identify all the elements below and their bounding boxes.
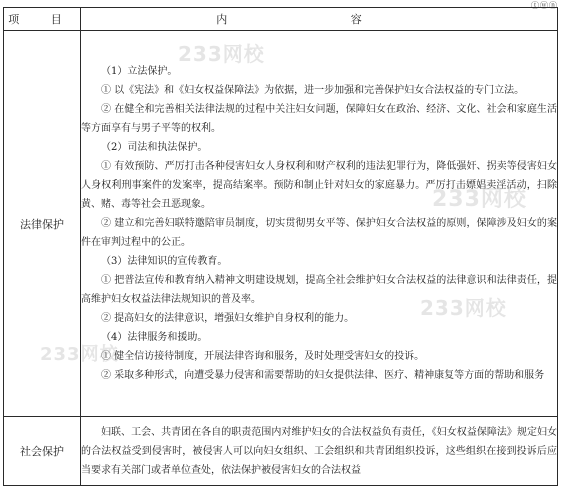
paragraph: ① 以《宪法》和《妇女权益保障法》为依据，进一步加强和完善保护妇女合法权益的专门立法。 (101, 85, 525, 96)
header-item: 项 目 (4, 8, 81, 31)
paragraph: ② 采取多种形式，向遭受暴力侵害和需要帮助的妇女提供法律、医疗、精神康复等方面的帮助和服务 (101, 370, 545, 381)
paragraph: ② 建立和完善妇联特邀陪审员制度，切实贯彻男女平等、保护妇女合法权益的原则，保障涉及妇女的案件在审判过程中的公正。 (81, 218, 557, 248)
paragraph: （4）法律服务和援助。 (101, 332, 208, 343)
paragraph: （1）立法保护。 (101, 66, 178, 77)
paragraph: ① 健全信访接待制度，开展法律咨询和服务，及时处理受害妇女的投诉。 (101, 351, 425, 362)
paragraph: （2）司法和执法保护。 (101, 142, 208, 153)
paragraph: ① 把普法宣传和教育纳入精神文明建设规划，提高全社会维护妇女合法权益的法律意识和法律责任，提高维护妇女权益法律法规知识的普及率。 (81, 275, 557, 305)
content-table (3, 7, 558, 486)
table-header-row (4, 8, 558, 31)
watermark: 233网校 (40, 344, 119, 365)
watermark: 233网校 (178, 42, 265, 66)
row-label-social: 社会保护 (4, 417, 81, 486)
paragraph: 妇联、工会、共青团在各自的职责范围内对维护妇女的合法权益负有责任，《妇女权益保障法》规定妇女的合法权益受到侵害时，被侵害人可以向妇女组织、工会组织和共青团组织投诉，这些组织在接到投诉后应当要求有关部门或者单位查处，依法保护被侵害妇女的合法权益 (81, 426, 557, 476)
table-row (4, 417, 558, 486)
header-content: 内 容 (81, 8, 558, 31)
watermark: 233网校 (432, 187, 527, 212)
row-content-social (81, 417, 558, 486)
paragraph: ① 有效预防、严厉打击各种侵害妇女人身权利和财产权利的违法犯罪行为，降低强奸、拐卖等侵害妇女人身权利刑事案件的发案率，提高结案率。预防和制止针对妇女的家庭暴力。严厉打击嫖娼卖淫活动，扫除黄、赌、毒等社会丑恶现象。 (81, 161, 557, 210)
paragraph: ② 在健全和完善相关法律法规的过程中关注妇女问题，保障妇女在政治、经济、文化、社会和家庭生活等方面享有与男子平等的权利。 (81, 104, 557, 134)
row-content-legal (81, 31, 558, 417)
table-row (4, 31, 558, 417)
watermark: 233网校 (420, 296, 507, 320)
row-label-legal: 法律保护 (4, 31, 81, 417)
paragraph: （3）法律知识的宣传教育。 (101, 256, 228, 267)
corner-mark: ⓣⓦⓝ (531, 1, 558, 10)
paragraph: ② 提高妇女的法律意识，增强妇女维护自身权利的能力。 (101, 313, 355, 324)
